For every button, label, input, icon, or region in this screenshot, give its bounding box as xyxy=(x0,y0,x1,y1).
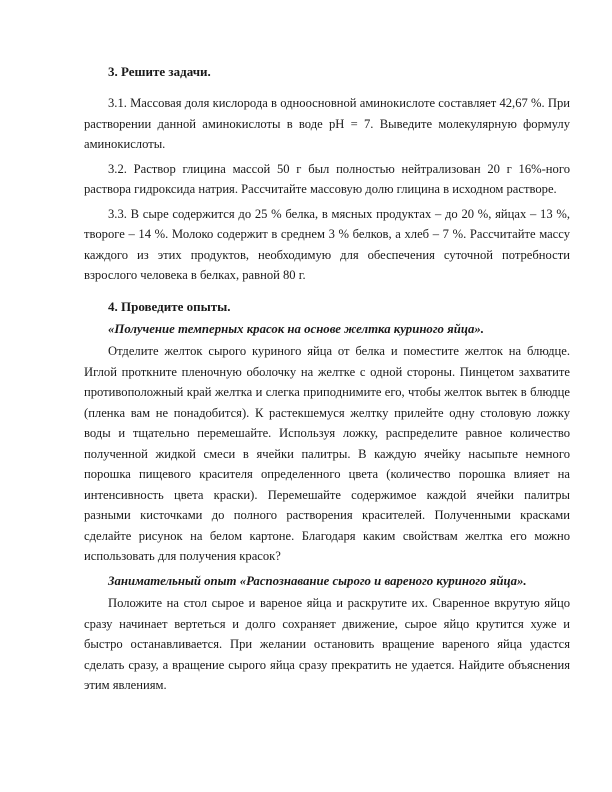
experiment-1-title: «Получение темперных красок на основе желтка куриного яйца». xyxy=(108,321,484,336)
problem-3-1: 3.1. Массовая доля кислорода в одноосновной аминокислоте составляет 42,67 %. При растворении данной аминокислоты в воде pH = 7. Выведите молекулярную формулу аминокислоты. xyxy=(84,96,570,151)
section-3-heading: 3. Решите задачи. xyxy=(108,64,211,79)
experiment-2-title: Занимательный опыт «Распознавание сырого и вареного куриного яйца». xyxy=(108,573,527,588)
section-4-heading: 4. Проведите опыты. xyxy=(108,298,231,314)
experiment-1-text: Отделите желток сырого куриного яйца от белка и поместите желток на блюдце. Иглой проткните пленочную оболочку на желтке с одной стороны. Пинцетом захватите противоположный край желтка и слегка приподнимите его, чтобы желток вытек в блюдце (пленка вам не понадобится). К растекшемуся желтку прилейте одну столовую ложку воды и тщательно перемешайте. Используя ложку, распределите равное количество полученной жидкой смеси в ячейки палитры. В каждую ячейку насыпьте немного порошка пищевого красителя определенного цвета (количество порошка влияет на интенсивность цвета краски). Перемешайте содержимое каждой ячейки палитры разными кисточками до полного растворения красителей. Полученными красками сделайте рисунок на белом картоне. Благодаря каким свойствам желтка его можно использовать для получения красок? xyxy=(84,344,570,563)
document-page xyxy=(84,62,570,700)
experiment-2-text: Положите на стол сырое и вареное яйца и раскрутите их. Сваренное вкрутую яйцо сразу начинает вертеться и долго сохраняет движение, сырое яйцо крутится хуже и быстро останавливается. При желании остановить вращение вареного яйца удастся сделать сразу, а вращение сырого яйца сразу прекратить не удается. Найдите объяснения этим явлениям. xyxy=(84,596,570,692)
problem-3-3: 3.3. В сыре содержится до 25 % белка, в мясных продуктах – до 20 %, яйцах – 13 %, твороге – 14 %. Молоко содержит в среднем 3 % белков, а хлеб – 7 %. Рассчитайте массу каждого из этих продуктов, необходимую для обеспечения суточной потребности взрослого человека в белках, равной 80 г. xyxy=(84,206,570,282)
problem-3-2: 3.2. Раствор глицина массой 50 г был полностью нейтрализован 20 г 16%-ного раствора гидроксида натрия. Рассчитайте массовую долю глицина в исходном растворе. xyxy=(84,161,570,196)
